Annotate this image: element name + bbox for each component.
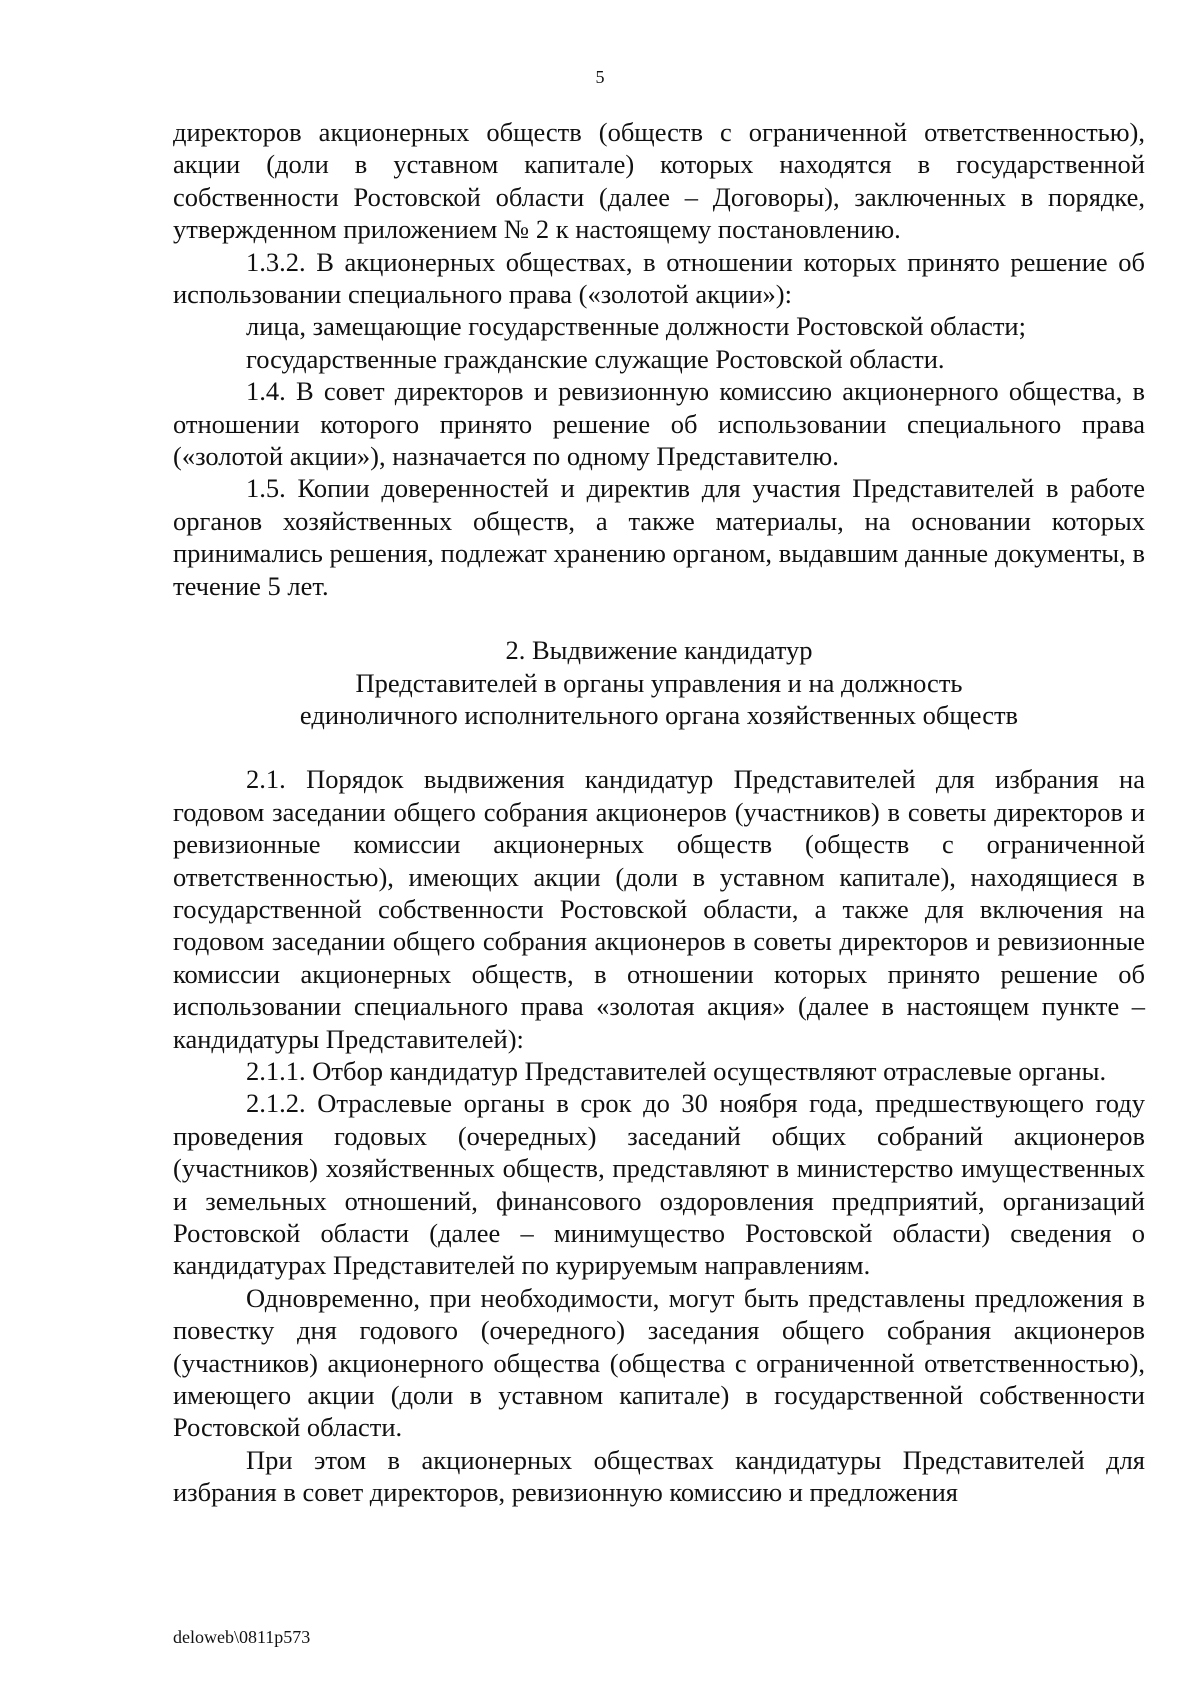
paragraph-1-5: 1.5. Копии доверенностей и директив для участия Представителей в работе органов хозяйственных обществ, а также материалы, на основании которых принимались решения, подлежат хранению органом, выдавшим данные документы, в течение 5 лет.	[173, 473, 1145, 601]
paragraph-1-3-2: 1.3.2. В акционерных обществах, в отношении которых принято решение об использовании специального права («золотой акции»):	[173, 246, 1145, 310]
list-item-civil-servants: государственные гражданские служащие Ростовской области.	[246, 343, 945, 374]
paragraph-1-4: 1.4. В совет директоров и ревизионную комиссию акционерного общества, в отношении которого принято решение об использовании специального права («золотой акции»), назначается по одному Представителю.	[173, 376, 1145, 472]
list-item-officials: лица, замещающие государственные должности Ростовской области;	[246, 311, 1026, 342]
paragraph-continuation: директоров акционерных обществ (обществ с ограниченной ответственностью), акции (доли в уставном капитале) которых находятся в государственной собственности Ростовской области (далее – Договоры), заключенных в порядке, утвержденном приложением № 2 к настоящему постановлению.	[173, 117, 1145, 245]
section-heading	[173, 634, 1145, 731]
page-number: 5	[595, 67, 605, 87]
section-heading-line-1: 2. Выдвижение кандидатур	[505, 635, 813, 666]
paragraph-2-1-2: 2.1.2. Отраслевые органы в срок до 30 ноября года, предшествующего году проведения годовых (очередных) заседаний общих собраний акционеров (участников) хозяйственных обществ, представляют в министерство имущественных и земельных отношений, финансового оздоровления предприятий, организаций Ростовской области (далее – минимущество Ростовской области) сведения о кандидатурах Представителей по курируемым направлениям.	[173, 1088, 1145, 1281]
section-heading-line-2: Представителей в органы управления и на должность	[355, 667, 963, 698]
document-body	[173, 116, 1145, 1509]
paragraph-simultaneously: Одновременно, при необходимости, могут быть представлены предложения в повестку дня годового (очередного) заседания общего собрания акционеров (участников) акционерного общества (общества с ограниченной ответственностью), имеющего акции (доли в уставном капитале) в государственной собственности Ростовской области.	[173, 1282, 1145, 1443]
document-footer-code: deloweb\0811p573	[173, 1627, 311, 1647]
paragraph-candidates: При этом в акционерных обществах кандидатуры Представителей для избрания в совет директоров, ревизионную комиссию и предложения	[173, 1444, 1145, 1508]
paragraph-2-1: 2.1. Порядок выдвижения кандидатур Представителей для избрания на годовом заседании общего собрания акционеров (участников) в советы директоров и ревизионные комиссии акционерных обществ (обществ с ограниченной ответственностью), имеющих акции (доли в уставном капитале), находящиеся в государственной собственности Ростовской области, а также для включения на годовом заседании общего собрания акционеров в советы директоров и ревизионные комиссии акционерных обществ, в отношении которых принято решение об использовании специального права «золотая акция» (далее в настоящем пункте – кандидатуры Представителей):	[173, 764, 1145, 1054]
paragraph-2-1-1: 2.1.1. Отбор кандидатур Представителей осуществляют отраслевые органы.	[246, 1055, 1107, 1086]
section-heading-line-3: единоличного исполнительного органа хозяйственных обществ	[299, 699, 1019, 730]
